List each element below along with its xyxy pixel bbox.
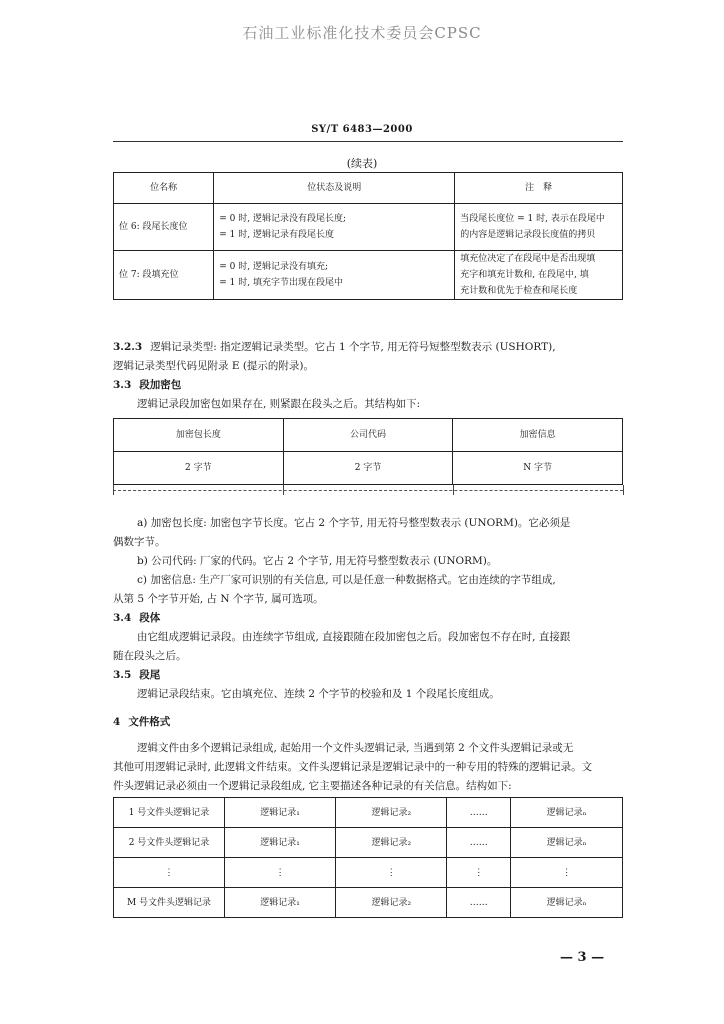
table-row — [114, 828, 623, 858]
dimension-line — [113, 490, 623, 491]
logical-record: 逻辑记录₂ — [336, 798, 447, 828]
section-title: 文件格式 — [128, 716, 171, 728]
description-line: = 0 时, 逻辑记录没有填充; — [219, 262, 328, 272]
table-row — [114, 798, 623, 828]
section-number: 3.2.3 — [113, 341, 143, 353]
description-line: = 1 时, 填充字节出现在段尾中 — [219, 278, 343, 288]
note-line: 的内容是逻辑记录段长度值的拷贝 — [460, 230, 596, 240]
note-line: 充计数和优先于检查和尾长度 — [460, 286, 578, 296]
field-name: 加密包长度 — [114, 419, 284, 452]
field-name: 公司代码 — [283, 419, 453, 452]
vertical-ellipsis: ⋮ — [511, 858, 623, 888]
logical-record: 逻辑记录ₙ — [511, 798, 623, 828]
bit-name: 位 6: 段尾长度位 — [114, 204, 214, 251]
bit-description — [214, 204, 455, 251]
description-line: = 1 时, 逻辑记录有段尾长度 — [219, 230, 334, 240]
section-4-heading — [113, 713, 170, 732]
file-header-record: 1 号文件头逻辑记录 — [114, 798, 225, 828]
field-size: N 字节 — [453, 452, 623, 485]
logical-record: 逻辑记录₁ — [225, 828, 336, 858]
note-line: 填充位决定了在段尾中是否出现填 — [460, 254, 596, 264]
section-3-5-line1: 逻辑记录段结束。它由填充位、连续 2 个字节的校验和及 1 个段尾长度组成。 — [137, 688, 500, 700]
bit-note — [455, 204, 623, 251]
section-3-3-intro: 逻辑记录段加密包如果存在, 则紧跟在段头之后。其结构如下: — [137, 398, 421, 410]
ellipsis: …… — [447, 828, 511, 858]
section-3-2-3-line1 — [113, 338, 556, 357]
section-4-line3: 件头逻辑记录必须由一个逻辑记录段组成, 它主要描述各种记录的有关信息。结构如下: — [113, 780, 512, 792]
table-header: 位名称 — [114, 173, 214, 204]
table-header: 位状态及说明 — [214, 173, 455, 204]
bit-definition-table — [113, 172, 623, 300]
section-3-5-heading — [113, 666, 160, 685]
file-structure-table — [113, 797, 623, 918]
table-row — [114, 251, 623, 300]
dimension-tick — [113, 485, 114, 495]
file-header-record: M 号文件头逻辑记录 — [114, 888, 225, 918]
note-line: 当段尾长度位 = 1 时, 表示在段尾中 — [460, 214, 605, 224]
section-4-line2: 其他可用逻辑记录时, 此逻辑文件结束。文件头逻辑记录是逻辑记录中的一种专用的特殊的逻辑记录。文 — [113, 761, 593, 773]
table-row — [114, 204, 623, 251]
vertical-ellipsis: ⋮ — [225, 858, 336, 888]
section-3-2-3-line2: 逻辑记录类型代码见附录 E (提示的附录)。 — [113, 360, 315, 372]
logical-record: 逻辑记录ₙ — [511, 828, 623, 858]
item-b: b) 公司代码: 厂家的代码。它占 2 个字节, 用无符号整型数表示 (UNORM)。 — [137, 555, 498, 567]
section-title: 段尾 — [139, 669, 161, 681]
item-c-line2: 从第 5 个字节开始, 占 N 个字节, 属可选项。 — [113, 593, 324, 605]
standard-id: SY/T 6483—2000 — [311, 124, 413, 135]
section-title: 段体 — [139, 612, 161, 624]
bit-name: 位 7: 段填充位 — [114, 251, 214, 300]
file-header-record: 2 号文件头逻辑记录 — [114, 828, 225, 858]
section-3-4-heading — [113, 609, 160, 628]
table-header: 注 释 — [455, 173, 623, 204]
section-3-4-line2: 随在段头之后。 — [113, 650, 187, 662]
logical-record: 逻辑记录₂ — [336, 888, 447, 918]
field-name: 加密信息 — [453, 419, 623, 452]
bit-note — [455, 251, 623, 300]
logical-record: 逻辑记录ₙ — [511, 888, 623, 918]
logical-record: 逻辑记录₂ — [336, 828, 447, 858]
page-number: — 3 — — [560, 950, 605, 965]
section-3-3-heading — [113, 376, 181, 395]
item-c-line1: c) 加密信息: 生产厂家可识别的有关信息, 可以是任意一种数据格式。它由连续的字节组成, — [137, 574, 556, 586]
section-number: 3.4 — [113, 612, 132, 624]
item-a-line2: 偶数字节。 — [113, 536, 166, 548]
description-line: = 0 时, 逻辑记录没有段尾长度; — [219, 214, 346, 224]
encryption-package-table — [113, 418, 623, 485]
watermark-text: 石油工业标准化技术委员会CPSC — [242, 24, 482, 42]
table-row — [114, 858, 623, 888]
dimension-tick — [623, 485, 624, 495]
vertical-ellipsis: ⋮ — [447, 858, 511, 888]
section-title: 段加密包 — [139, 379, 182, 391]
dimension-tick — [453, 485, 454, 495]
section-3-4-line1: 由它组成逻辑记录段。由连续字节组成, 直接跟随在段加密包之后。段加密包不存在时, 直接跟 — [137, 631, 571, 643]
section-4-line1: 逻辑文件由多个逻辑记录组成, 起始用一个文件头逻辑记录, 当遇到第 2 个文件头逻辑记录或无 — [137, 742, 574, 754]
section-number: 4 — [113, 716, 121, 728]
logical-record: 逻辑记录₁ — [225, 798, 336, 828]
table-caption: (续表) — [346, 157, 378, 170]
field-size: 2 字节 — [283, 452, 453, 485]
table-row — [114, 888, 623, 918]
paragraph-text: 逻辑记录类型: 指定逻辑记录类型。它占 1 个字节, 用无符号短整型数表示 (USHORT), — [150, 341, 556, 353]
section-number: 3.3 — [113, 379, 132, 391]
header-rule — [113, 141, 623, 142]
field-size: 2 字节 — [114, 452, 284, 485]
item-a-line1: a) 加密包长度: 加密包字节长度。它占 2 个字节, 用无符号整型数表示 (UNORM)。它必须是 — [137, 517, 571, 529]
section-number: 3.5 — [113, 669, 132, 681]
bit-description — [214, 251, 455, 300]
ellipsis: …… — [447, 798, 511, 828]
vertical-ellipsis: ⋮ — [114, 858, 225, 888]
ellipsis: …… — [447, 888, 511, 918]
note-line: 充字和填充计数和, 在段尾中, 填 — [460, 270, 589, 280]
vertical-ellipsis: ⋮ — [336, 858, 447, 888]
logical-record: 逻辑记录₁ — [225, 888, 336, 918]
dimension-tick — [283, 485, 284, 495]
